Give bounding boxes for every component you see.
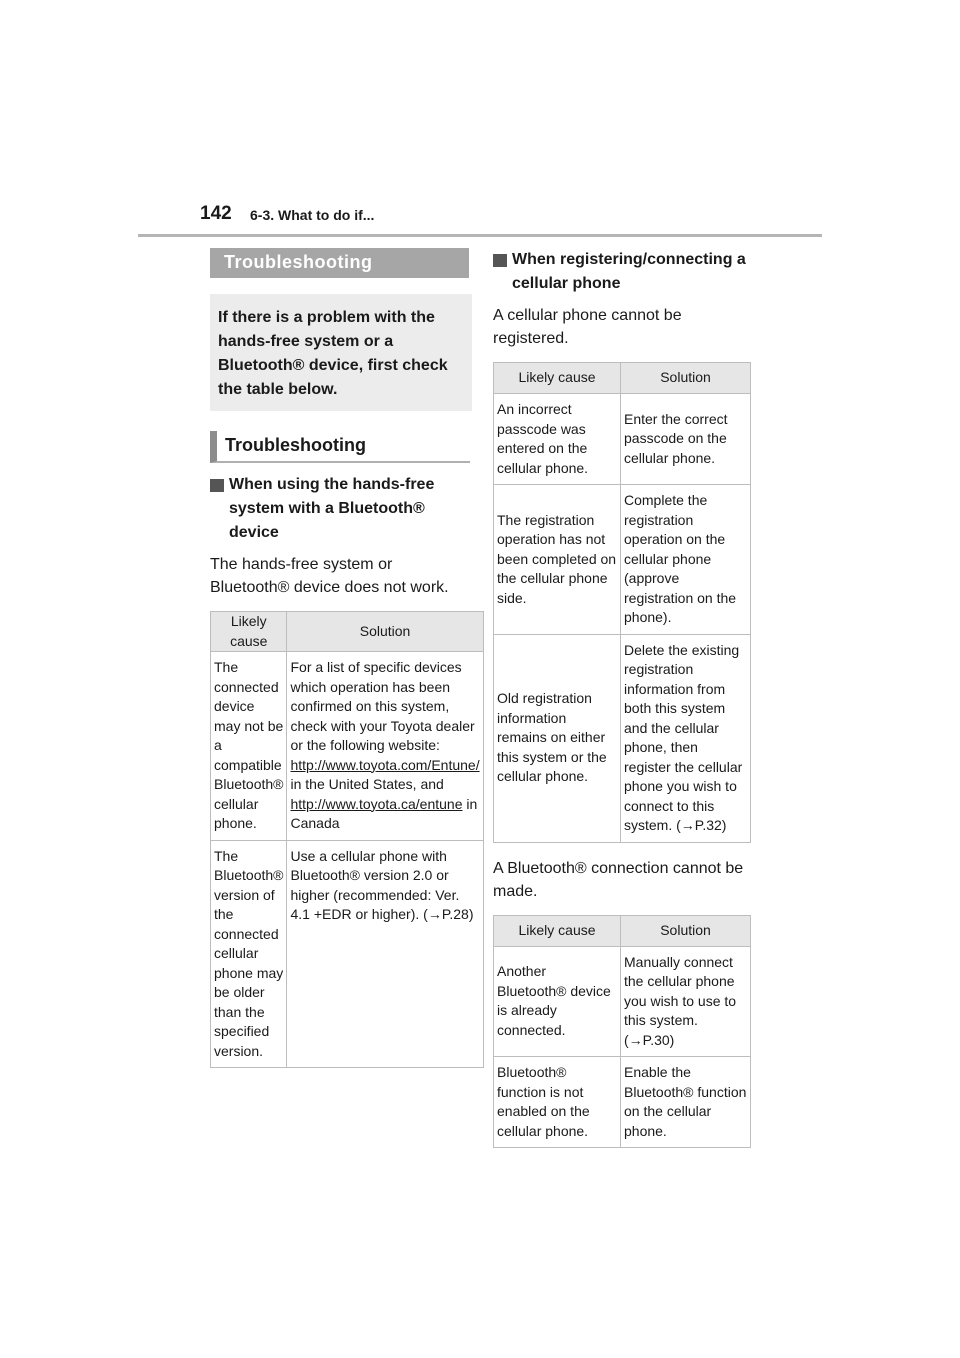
intro-text: A cellular phone cannot be registered. [493, 307, 682, 347]
table-row [494, 485, 751, 635]
table-header-row [211, 612, 484, 652]
cause-cell: An incorrect passcode was entered on the cellular phone. [494, 394, 621, 485]
column-header: Likely cause [494, 915, 621, 946]
cause-cell: Bluetooth® function is not enabled on the cellular phone. [494, 1057, 621, 1148]
table-row [494, 634, 751, 842]
column-header: Solution [621, 363, 751, 394]
running-head: 6-3. What to do if... [250, 207, 375, 223]
table-row [494, 946, 751, 1057]
square-bullet-icon [210, 479, 224, 492]
cause-cell: The Bluetooth® version of the connected cellular phone may be older than the specified version. [211, 840, 287, 1068]
solution-text: For a list of specific devices which operation has been confirmed on this system, check with your Toyota dealer or the following website: [290, 659, 475, 753]
table-row [211, 840, 484, 1068]
table-row [211, 652, 484, 841]
solution-cell: Use a cellular phone with Bluetooth® version 2.0 or higher (recommended: Ver. 4.1 +EDR or higher). (→P.28) [287, 840, 483, 1068]
summary-box: If there is a problem with the hands-free system or a Bluetooth® device, first check the table below. [210, 294, 472, 411]
column-header: Likely cause [211, 612, 287, 652]
troubleshooting-table [210, 611, 484, 1068]
solution-cell: Enable the Bluetooth® function on the cellular phone. [621, 1057, 751, 1148]
intro-text: The hands-free system or Bluetooth® device does not work. [210, 556, 449, 596]
table-header-row [494, 915, 751, 946]
cause-cell: Another Bluetooth® device is already connected. [494, 946, 621, 1057]
solution-cell: Complete the registration operation on the cellular phone (approve registration on the phone). [621, 485, 751, 635]
subheading-text: When using the hands-free system with a Bluetooth® device [229, 476, 435, 541]
subheading-hands-free [210, 473, 472, 545]
registration-table [493, 362, 751, 843]
solution-cell: Delete the existing registration information from both this system and the cellular phone, then register the cellular phone you wish to connect to this system. (→P.32) [621, 634, 751, 842]
cause-cell: Old registration information remains on either this system or the cellular phone. [494, 634, 621, 842]
section-title: Troubleshooting [210, 431, 470, 463]
solution-text: in Canada [290, 795, 478, 831]
solution-cell [287, 652, 483, 841]
solution-cell: Enter the correct passcode on the cellular phone. [621, 394, 751, 485]
solution-cell: Manually connect the cellular phone you wish to use to this system. (→P.30) [621, 946, 751, 1057]
subheading-text: When registering/connecting a cellular phone [512, 251, 746, 292]
us-website-link[interactable]: http://www.toyota.com/Entune/ [290, 756, 480, 773]
cause-cell: The registration operation has not been completed on the cellular phone side. [494, 485, 621, 635]
cause-cell: The connected device may not be a compatible Bluetooth® cellular phone. [211, 652, 287, 841]
header-rule [138, 234, 822, 237]
troubleshooting-banner: Troubleshooting [210, 248, 469, 278]
solution-text: in the United States, and [290, 776, 444, 792]
column-header: Solution [287, 612, 483, 652]
table-row [494, 1057, 751, 1148]
column-header: Solution [621, 915, 751, 946]
left-column [210, 248, 480, 1068]
table-header-row [494, 363, 751, 394]
canada-website-link[interactable]: http://www.toyota.ca/entune [290, 795, 463, 812]
connection-table [493, 915, 751, 1149]
right-column [493, 248, 751, 1148]
column-header: Likely cause [494, 363, 621, 394]
subheading-registering [493, 248, 751, 296]
table-row [494, 394, 751, 485]
intro-text: A Bluetooth® connection cannot be made. [493, 859, 744, 900]
page-number: 142 [200, 203, 232, 224]
square-bullet-icon [493, 254, 507, 267]
